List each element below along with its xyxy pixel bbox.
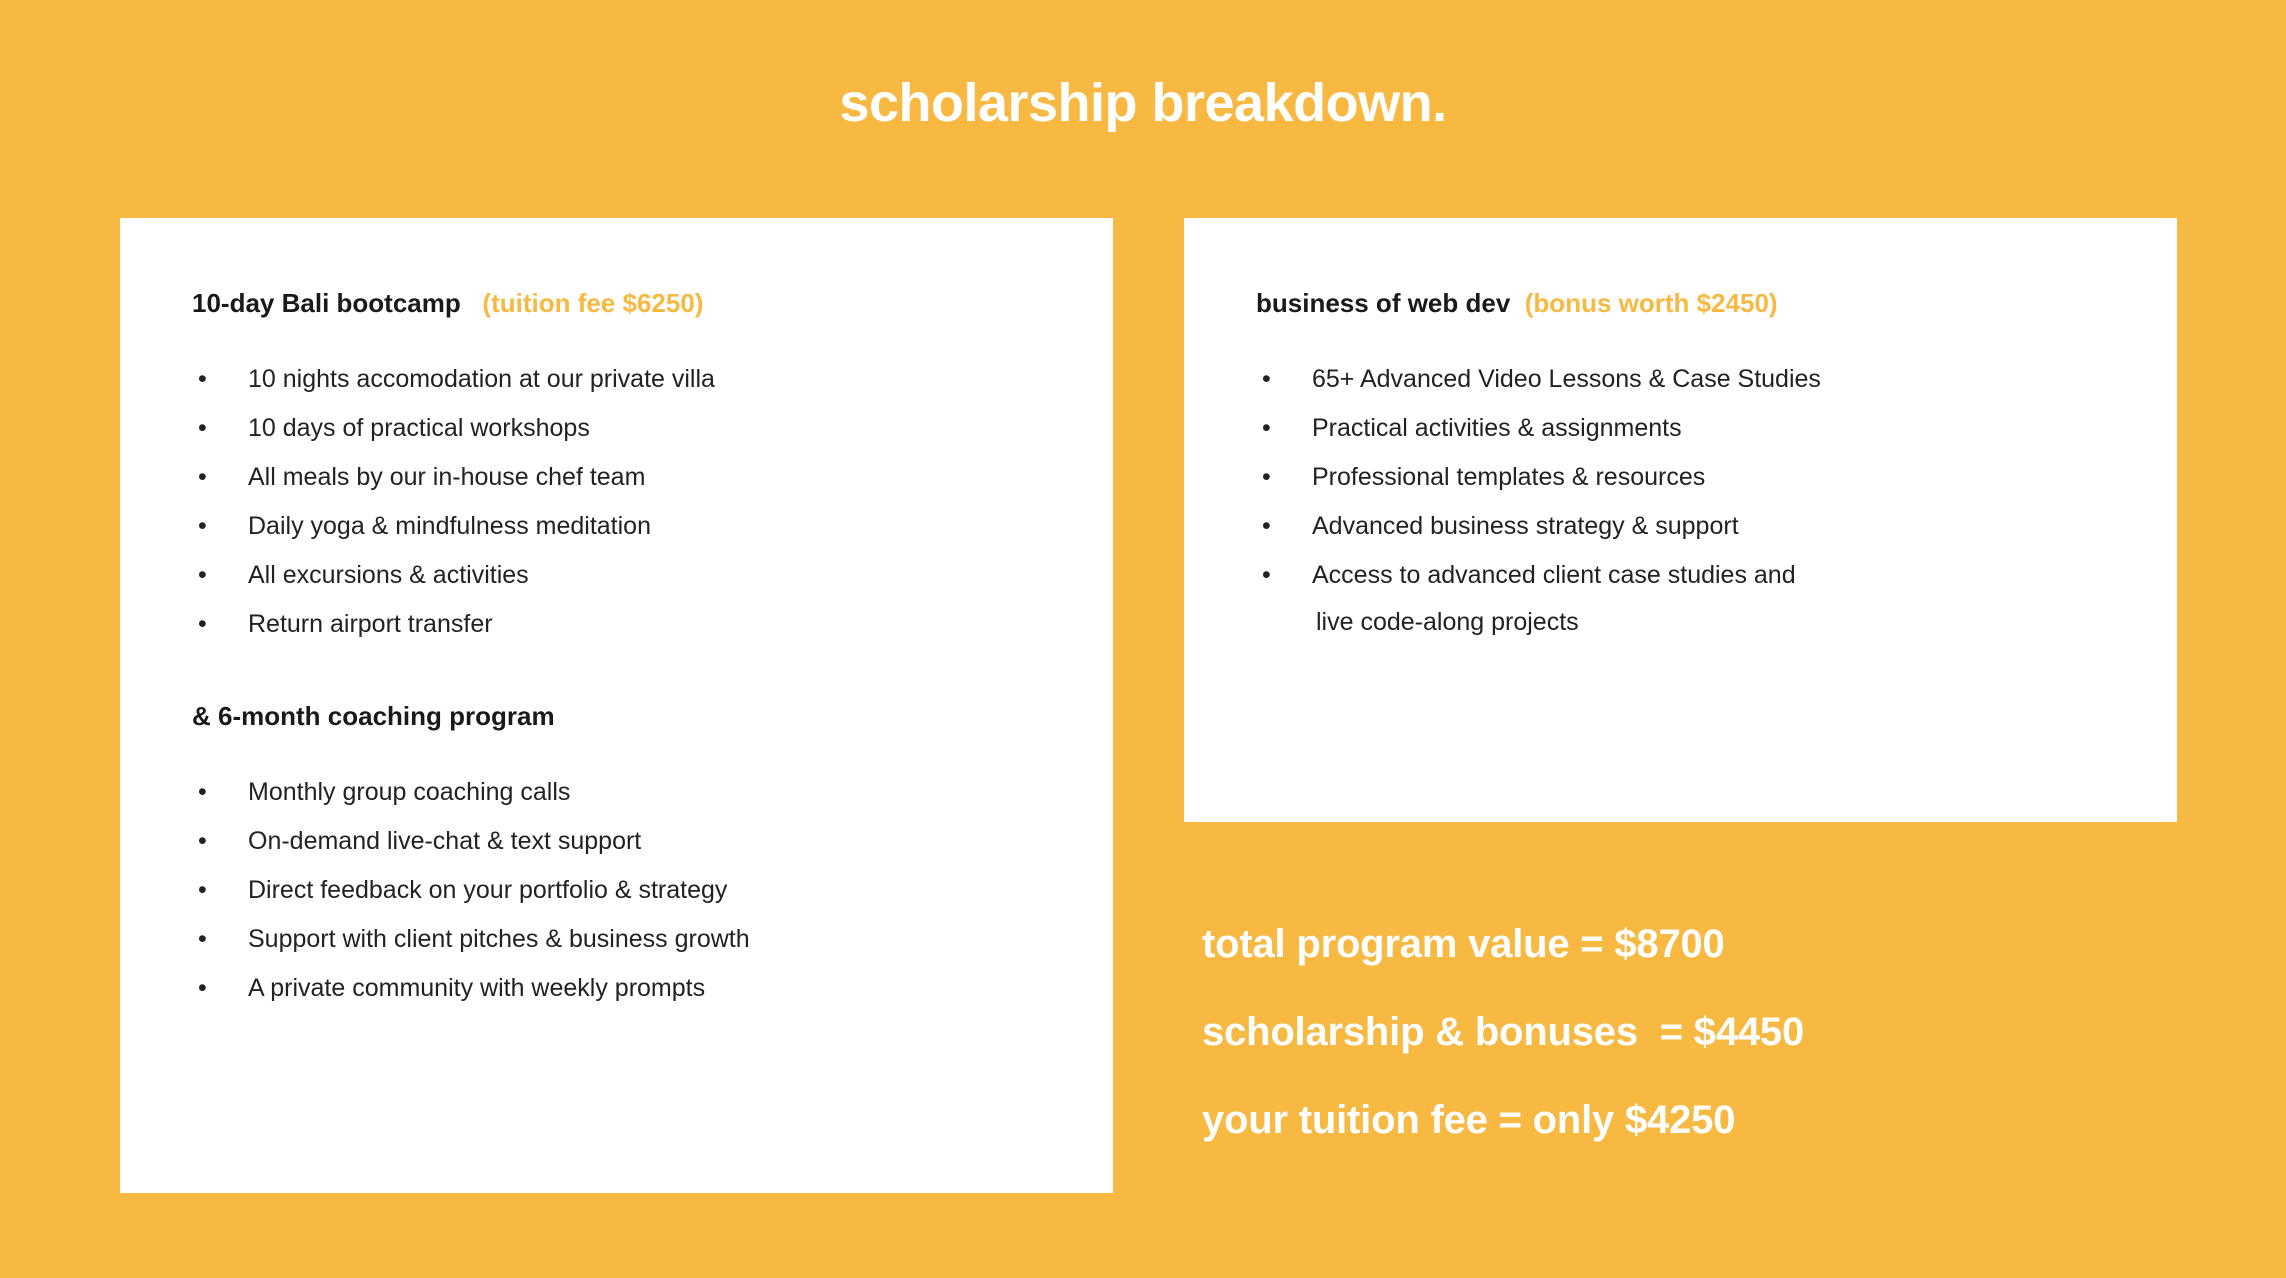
- list-item-label: 65+ Advanced Video Lessons & Case Studies: [1312, 365, 1821, 394]
- list-item-label: Access to advanced client case studies and: [1312, 561, 1796, 590]
- bullet-icon: •: [198, 876, 207, 905]
- bullet-icon: •: [1262, 561, 1271, 590]
- list-item-label: 10 nights accomodation at our private villa: [248, 365, 715, 394]
- list-item-label-continued: live code-along projects: [1316, 608, 1579, 637]
- bullet-icon: •: [198, 827, 207, 856]
- list-item-label: 10 days of practical workshops: [248, 414, 590, 443]
- bonus-heading-note: (bonus worth $2450): [1524, 288, 1778, 318]
- bullet-icon: •: [198, 512, 207, 541]
- bullet-icon: •: [198, 925, 207, 954]
- list-item-label: Support with client pitches & business growth: [248, 925, 750, 954]
- bootcamp-heading: [192, 288, 1041, 319]
- bullet-icon: •: [1262, 414, 1271, 443]
- list-item-label: Direct feedback on your portfolio & strategy: [248, 876, 728, 905]
- list-item-label: On-demand live-chat & text support: [248, 827, 642, 856]
- bullet-icon: •: [1262, 512, 1271, 541]
- list-item-label: Advanced business strategy & support: [1312, 512, 1739, 541]
- coaching-bullet-list: [192, 768, 1041, 1013]
- list-item: [192, 502, 1041, 551]
- bonus-card-content: [1184, 218, 2177, 647]
- scholarship-and-bonuses: scholarship & bonuses = $4450: [1202, 1010, 1805, 1054]
- bootcamp-bullet-list: [192, 355, 1041, 649]
- bullet-icon: •: [198, 974, 207, 1003]
- bootcamp-heading-note: (tuition fee $6250): [482, 288, 704, 318]
- list-item: [192, 817, 1041, 866]
- bullet-icon: •: [198, 365, 207, 394]
- list-item: [192, 551, 1041, 600]
- list-item: [192, 866, 1041, 915]
- list-item-label: Professional templates & resources: [1312, 463, 1706, 492]
- list-item: [1256, 355, 2105, 404]
- list-item: [192, 355, 1041, 404]
- coaching-heading: & 6-month coaching program: [192, 701, 555, 732]
- bonus-heading: [1256, 288, 2105, 319]
- list-item: [1256, 453, 2105, 502]
- list-item: [192, 768, 1041, 817]
- list-item-label: Daily yoga & mindfulness meditation: [248, 512, 651, 541]
- list-item: [1256, 502, 2105, 551]
- bullet-icon: •: [198, 414, 207, 443]
- bootcamp-card: [120, 218, 1113, 1193]
- page-title: scholarship breakdown.: [839, 73, 1447, 133]
- bonus-heading-text: business of web dev: [1256, 288, 1511, 318]
- bonus-card: [1184, 218, 2177, 822]
- your-tuition-fee: your tuition fee = only $4250: [1202, 1098, 1736, 1142]
- list-item-label: Practical activities & assignments: [1312, 414, 1682, 443]
- bullet-icon: •: [198, 778, 207, 807]
- list-item: [192, 453, 1041, 502]
- list-item: [192, 915, 1041, 964]
- list-item-label: Monthly group coaching calls: [248, 778, 571, 807]
- list-item-label: All excursions & activities: [248, 561, 529, 590]
- bullet-icon: •: [198, 610, 207, 639]
- bullet-icon: •: [198, 463, 207, 492]
- list-item: [192, 404, 1041, 453]
- bootcamp-card-content: [120, 218, 1113, 1013]
- list-item: [192, 600, 1041, 649]
- list-item-label: Return airport transfer: [248, 610, 493, 639]
- bonus-bullet-list: [1256, 355, 2105, 647]
- total-program-value: total program value = $8700: [1202, 922, 1725, 966]
- list-item: [1256, 551, 2105, 647]
- list-item-label: A private community with weekly prompts: [248, 974, 706, 1003]
- list-item: [1256, 404, 2105, 453]
- bullet-icon: •: [1262, 463, 1271, 492]
- list-item: [192, 964, 1041, 1013]
- list-item-label: All meals by our in-house chef team: [248, 463, 646, 492]
- totals-block: [1202, 900, 2202, 1164]
- bootcamp-heading-text: 10-day Bali bootcamp: [192, 288, 461, 318]
- bullet-icon: •: [1262, 365, 1271, 394]
- bullet-icon: •: [198, 561, 207, 590]
